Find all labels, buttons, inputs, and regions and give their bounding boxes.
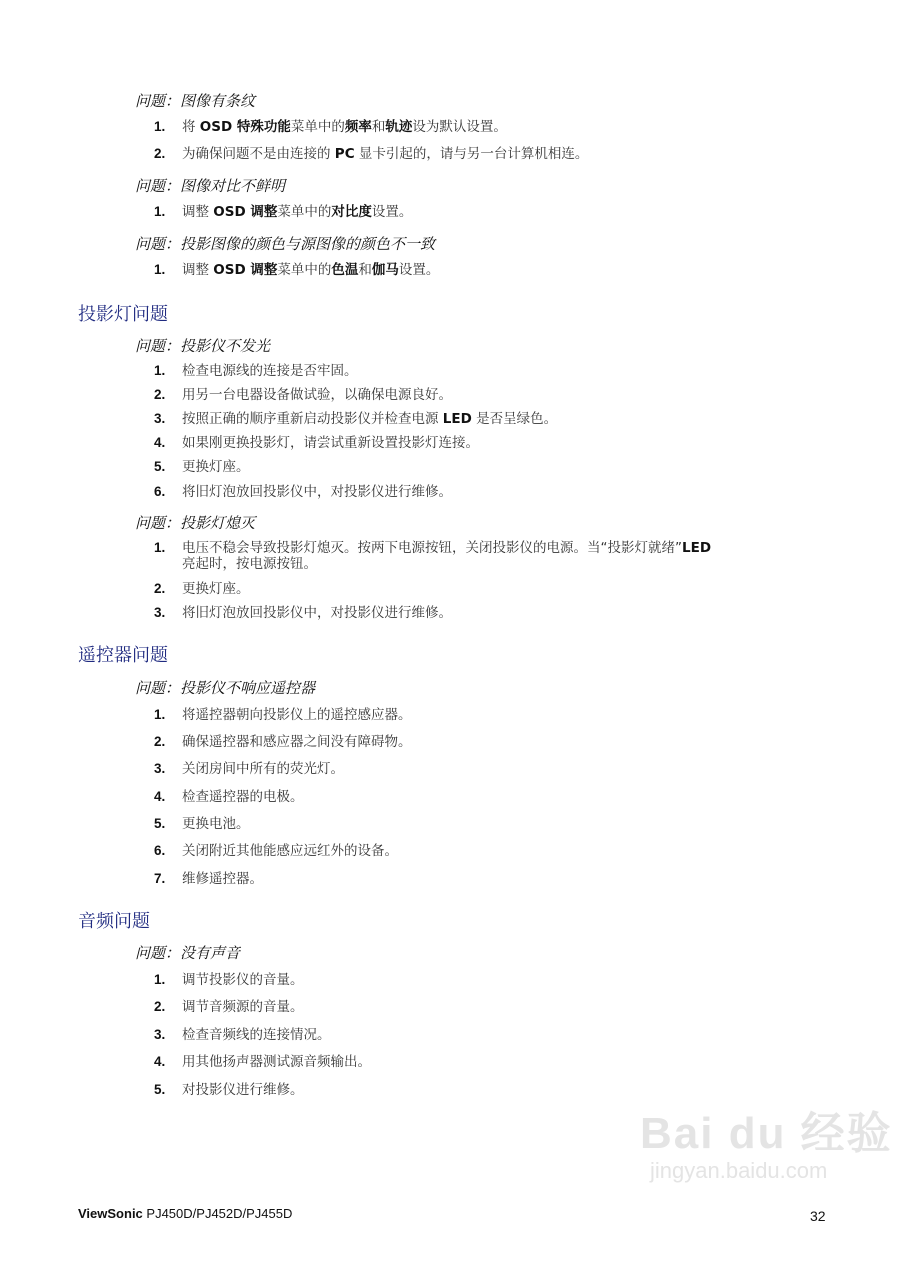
menu-term: OSD 特殊功能 <box>199 119 291 135</box>
list-item <box>182 459 250 475</box>
footer-brand: ViewSonic <box>78 1206 143 1221</box>
list-item <box>182 761 344 777</box>
list-item <box>182 204 412 220</box>
watermark-logo: Bai du 经验 <box>640 1109 893 1158</box>
item-text: 显卡引起的，请与另一台计算机相连。 <box>354 146 589 162</box>
list-number: 7. <box>154 871 166 886</box>
item-text: 是否呈绿色。 <box>471 411 558 427</box>
item-text: 菜单中的 <box>277 204 332 220</box>
page-number: 32 <box>810 1208 826 1224</box>
list-number: 5. <box>154 459 166 474</box>
menu-term: 伽马 <box>371 262 399 278</box>
list-number: 2. <box>154 387 166 402</box>
list-item <box>182 707 412 723</box>
list-item <box>182 484 452 500</box>
list-item <box>182 387 452 403</box>
list-number: 2. <box>154 734 166 749</box>
baidu-watermark <box>640 1110 893 1184</box>
list-number: 3. <box>154 761 166 776</box>
list-number: 2. <box>154 581 166 596</box>
item-text: 菜单中的 <box>277 262 332 278</box>
menu-term: LED <box>442 411 472 427</box>
list-item <box>182 1054 371 1070</box>
item-text: 调整 <box>182 262 214 278</box>
menu-term: 轨迹 <box>385 119 413 135</box>
item-text: 用另一台电器设备做试验，以确保电源良好。 <box>182 387 452 403</box>
section-heading: 投影灯问题 <box>78 304 168 325</box>
problem-heading: 问题：投影仪不发光 <box>135 337 271 355</box>
list-item <box>182 262 439 278</box>
problem-heading: 问题：图像对比不鲜明 <box>135 177 286 195</box>
item-text: 将旧灯泡放回投影仪中，对投影仪进行维修。 <box>182 484 452 500</box>
item-text: 维修遥控器。 <box>182 871 263 887</box>
list-item <box>182 435 479 451</box>
list-item <box>182 972 304 988</box>
list-number: 4. <box>154 789 166 804</box>
item-text: 按照正确的顺序重新启动投影仪并检查电源 <box>182 411 443 427</box>
list-number: 1. <box>154 707 166 722</box>
list-item <box>182 816 250 832</box>
item-text: 检查电源线的连接是否牢固。 <box>182 363 358 379</box>
list-number: 3. <box>154 411 166 426</box>
list-item <box>182 411 557 427</box>
list-number: 3. <box>154 1027 166 1042</box>
list-number: 5. <box>154 1082 166 1097</box>
watermark-url: jingyan.baidu.com <box>650 1158 828 1183</box>
list-number: 2. <box>154 146 166 161</box>
item-text: 调整 <box>182 204 214 220</box>
item-text: 调节投影仪的音量。 <box>182 972 304 988</box>
list-number: 4. <box>154 1054 166 1069</box>
menu-term: 频率 <box>344 119 372 135</box>
problem-heading: 问题：图像有条纹 <box>135 92 256 110</box>
item-text: 将旧灯泡放回投影仪中，对投影仪进行维修。 <box>182 605 452 621</box>
footer-model-text: PJ450D/PJ452D/PJ455D <box>142 1206 293 1221</box>
list-item <box>182 734 412 750</box>
item-text: 用其他扬声器测试源音频输出。 <box>182 1054 371 1070</box>
problem-heading: 问题：投影图像的颜色与源图像的颜色不一致 <box>135 235 436 253</box>
list-number: 5. <box>154 816 166 831</box>
item-text: 设为默认设置。 <box>412 119 507 135</box>
list-item <box>182 119 507 135</box>
list-item <box>182 843 398 859</box>
item-text: 更换灯座。 <box>182 459 250 475</box>
item-text: 亮起时，按电源按钮。 <box>182 556 317 572</box>
item-text: 和 <box>358 262 372 278</box>
item-text: 和 <box>371 119 386 135</box>
list-number: 1. <box>154 972 166 987</box>
item-text: 将 <box>182 119 200 135</box>
list-item <box>182 581 250 597</box>
list-item <box>182 146 588 162</box>
menu-term: OSD 调整 <box>213 262 278 278</box>
item-text: 更换灯座。 <box>182 581 250 597</box>
list-item <box>182 540 711 572</box>
item-text: 设置。 <box>371 204 413 220</box>
list-number: 2. <box>154 999 166 1014</box>
list-number: 6. <box>154 484 166 499</box>
item-text: 菜单中的 <box>290 119 345 135</box>
problem-heading: 问题：投影仪不响应遥控器 <box>135 679 316 697</box>
menu-term: PC <box>334 146 355 162</box>
item-text: 如果刚更换投影灯，请尝试重新设置投影灯连接。 <box>182 435 479 451</box>
section-heading: 遥控器问题 <box>78 645 168 666</box>
item-text: 对投影仪进行维修。 <box>182 1082 304 1098</box>
list-item <box>182 871 263 887</box>
item-text: 检查音频线的连接情况。 <box>182 1027 331 1043</box>
list-number: 1. <box>154 119 166 134</box>
menu-term: 色温 <box>331 262 359 278</box>
section-heading: 音频问题 <box>78 911 150 932</box>
list-item <box>182 605 452 621</box>
list-item <box>182 1082 304 1098</box>
problem-heading: 问题：投影灯熄灭 <box>135 514 256 532</box>
list-number: 1. <box>154 540 166 555</box>
item-text: 确保遥控器和感应器之间没有障碍物。 <box>182 734 412 750</box>
menu-term: 对比度 <box>331 204 372 220</box>
list-number: 1. <box>154 363 166 378</box>
menu-term: OSD 调整 <box>213 204 278 220</box>
list-item <box>182 363 358 379</box>
item-text: 电压不稳会导致投影灯熄灭。按两下电源按钮，关闭投影仪的电源。当“投影灯就绪” <box>182 540 682 556</box>
item-text: 为确保问题不是由连接的 <box>182 146 335 162</box>
problem-heading: 问题：没有声音 <box>135 944 241 962</box>
list-item <box>182 999 304 1015</box>
item-text: 关闭房间中所有的荧光灯。 <box>182 761 344 777</box>
item-text: 检查遥控器的电极。 <box>182 789 304 805</box>
item-text: 关闭附近其他能感应远红外的设备。 <box>182 843 398 859</box>
list-number: 1. <box>154 204 166 219</box>
footer-model <box>78 1206 292 1221</box>
list-number: 1. <box>154 262 166 277</box>
list-number: 3. <box>154 605 166 620</box>
list-number: 4. <box>154 435 166 450</box>
item-text: 更换电池。 <box>182 816 250 832</box>
menu-term: LED <box>682 540 712 556</box>
list-number: 6. <box>154 843 166 858</box>
item-text: 调节音频源的音量。 <box>182 999 304 1015</box>
item-text: 设置。 <box>398 262 440 278</box>
list-item <box>182 1027 331 1043</box>
list-item <box>182 789 304 805</box>
item-text: 将遥控器朝向投影仪上的遥控感应器。 <box>182 707 412 723</box>
